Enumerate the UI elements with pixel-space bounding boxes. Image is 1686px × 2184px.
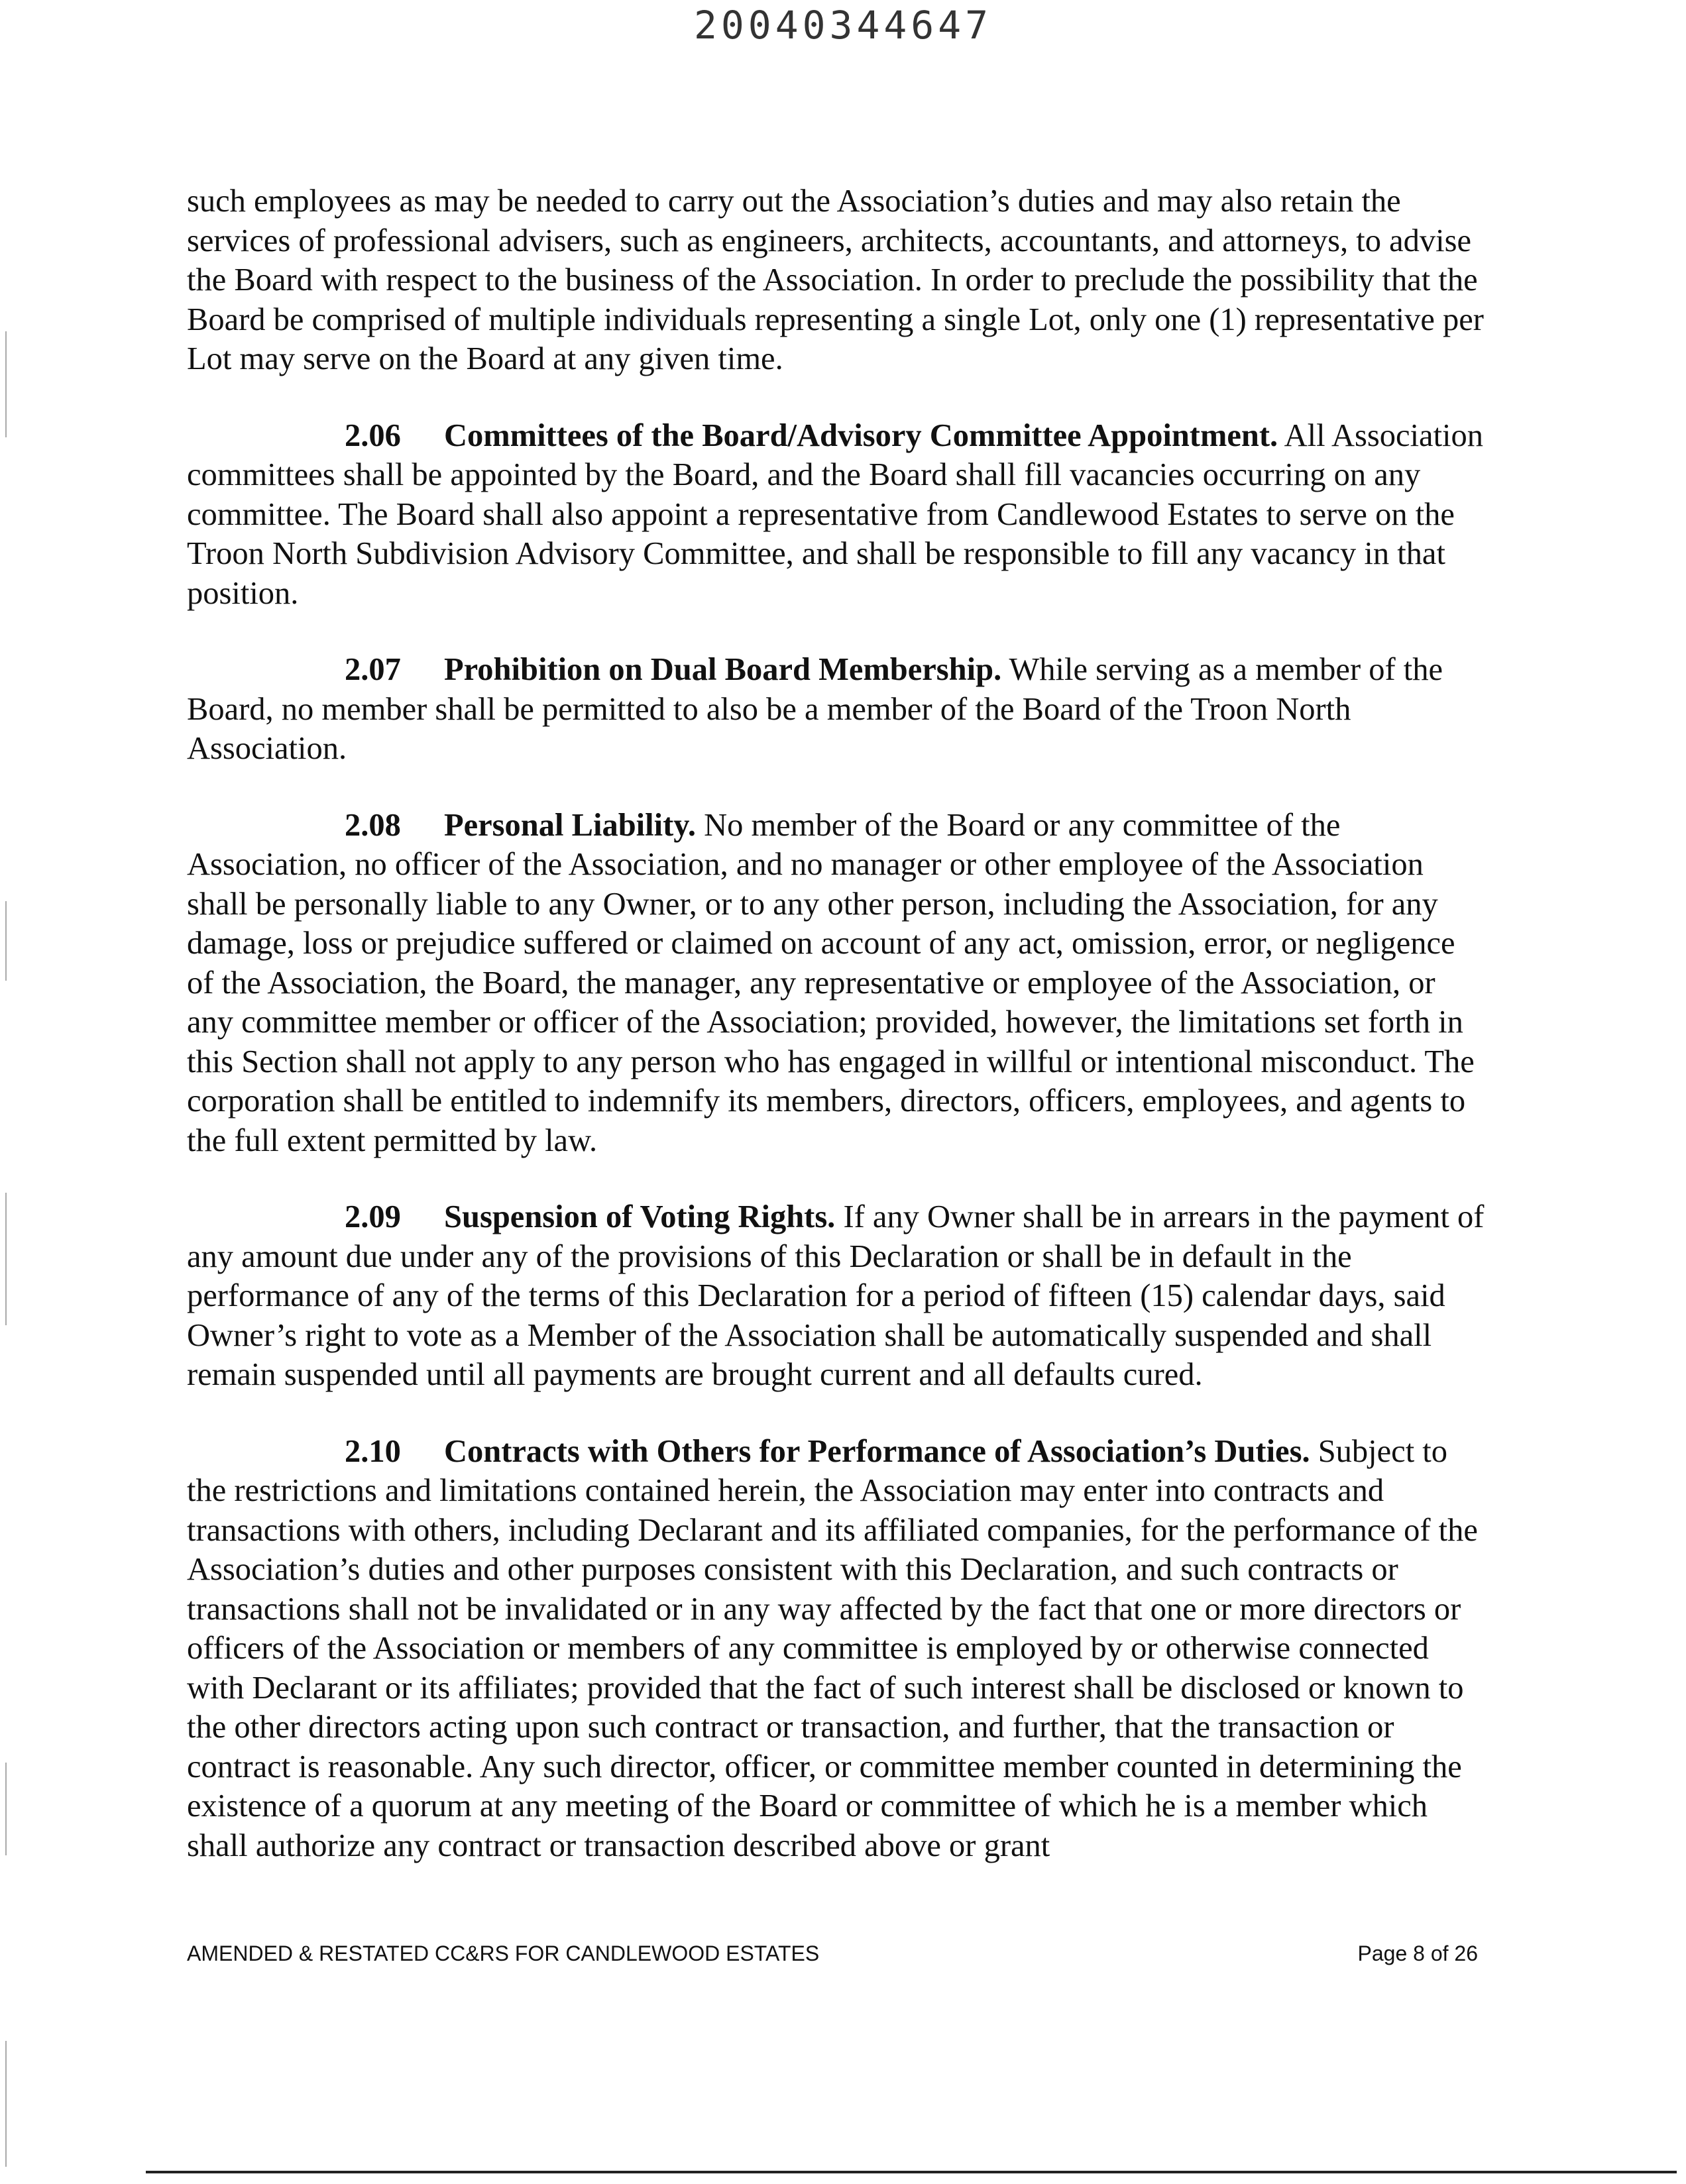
section-text: While serving as a member of the Board, no member shall be permitted to also be a member of the Board of the Troon North Association.	[187, 652, 1443, 766]
document-body	[187, 182, 1486, 1865]
paragraph-text: such employees as may be needed to carry out the Association’s duties and may also retain the services of professional advisers, such as engineers, architects, accountants, and attorneys, to advise the Board with respect to the business of the Association. In order to preclude the possibility that the Board be comprised of multiple individuals representing a single Lot, only one (1) representative per Lot may serve on the Board at any given time.	[187, 184, 1484, 376]
section-2-06	[187, 416, 1486, 614]
section-title: Personal Liability.	[444, 807, 696, 843]
section-number: 2.06	[345, 417, 401, 453]
section-2-07	[187, 650, 1486, 769]
section-text: If any Owner shall be in arrears in the payment of any amount due under any of the provisions of this Declaration or shall be in default in the performance of any of the terms of this Declaration for a period of fifteen (15) calendar days, said Owner’s right to vote as a Member of the Association shall be automatically suspended and shall remain suspended until all payments are brought current and all defaults cured.	[187, 1199, 1485, 1392]
section-text: Subject to the restrictions and limitations contained herein, the Association may enter into contracts and transactions with others, including Declarant and its affiliated companies, for the performance of the Association’s duties and other purposes consistent with this Declaration, and such contracts or transactions shall not be invalidated or in any way affected by the fact that one or more directors or officers of the Association or members of any committee is employed by or otherwise connected with Declarant or its affiliates; provided that the fact of such interest shall be disclosed or known to the other directors acting upon such contract or transaction, and further, that the transaction or contract is reasonable. Any such director, officer, or committee member counted in determining the existence of a quorum at any meeting of the Board or committee of which he is a member which shall authorize any contract or transaction described above or grant	[187, 1433, 1478, 1863]
scan-edge-mark	[5, 2041, 7, 2167]
paragraph-continuation	[187, 182, 1486, 379]
section-number: 2.07	[345, 652, 401, 687]
scan-edge-mark	[5, 1193, 7, 1325]
scan-edge-mark	[5, 901, 7, 981]
section-number: 2.08	[345, 807, 401, 843]
section-text: No member of the Board or any committee of the Association, no officer of the Association, and no manager or other employee of the Association shall be personally liable to any Owner, or to any other person, including the Association, for any damage, loss or prejudice suffered or claimed on account of any act, omission, error, or negligence of the Association, the Board, the manager, any representative or employee of the Association, or any committee member or officer of the Association; provided, however, the limitations set forth in this Section shall not apply to any person who has engaged in willful or intentional misconduct. The corporation shall be entitled to indemnify its members, directors, officers, employees, and agents to the full extent permitted by law.	[187, 807, 1475, 1158]
scan-edge-mark	[5, 1763, 7, 1855]
section-title: Committees of the Board/Advisory Committee Appointment.	[444, 417, 1278, 453]
bottom-rule	[146, 2171, 1677, 2173]
section-2-08	[187, 806, 1486, 1161]
section-number: 2.10	[345, 1433, 401, 1469]
section-title: Prohibition on Dual Board Membership.	[444, 652, 1002, 687]
section-title: Contracts with Others for Performance of Association’s Duties.	[444, 1433, 1310, 1469]
section-title: Suspension of Voting Rights.	[444, 1199, 836, 1234]
section-2-09	[187, 1197, 1486, 1395]
section-number: 2.09	[345, 1199, 401, 1234]
scan-edge-mark	[5, 331, 7, 437]
section-2-10	[187, 1432, 1486, 1866]
footer-document-title: AMENDED & RESTATED CC&RS FOR CANDLEWOOD ESTATES	[187, 1941, 820, 1965]
section-text: All Association committees shall be appointed by the Board, and the Board shall fill vacancies occurring on any committee. The Board shall also appoint a representative from Candlewood Estates to serve on the Troon North Subdivision Advisory Committee, and shall be responsible to fill any vacancy in that position.	[187, 417, 1484, 611]
document-number: 20040344647	[693, 3, 993, 48]
footer-page-number: Page 8 of 26	[1357, 1941, 1478, 1965]
